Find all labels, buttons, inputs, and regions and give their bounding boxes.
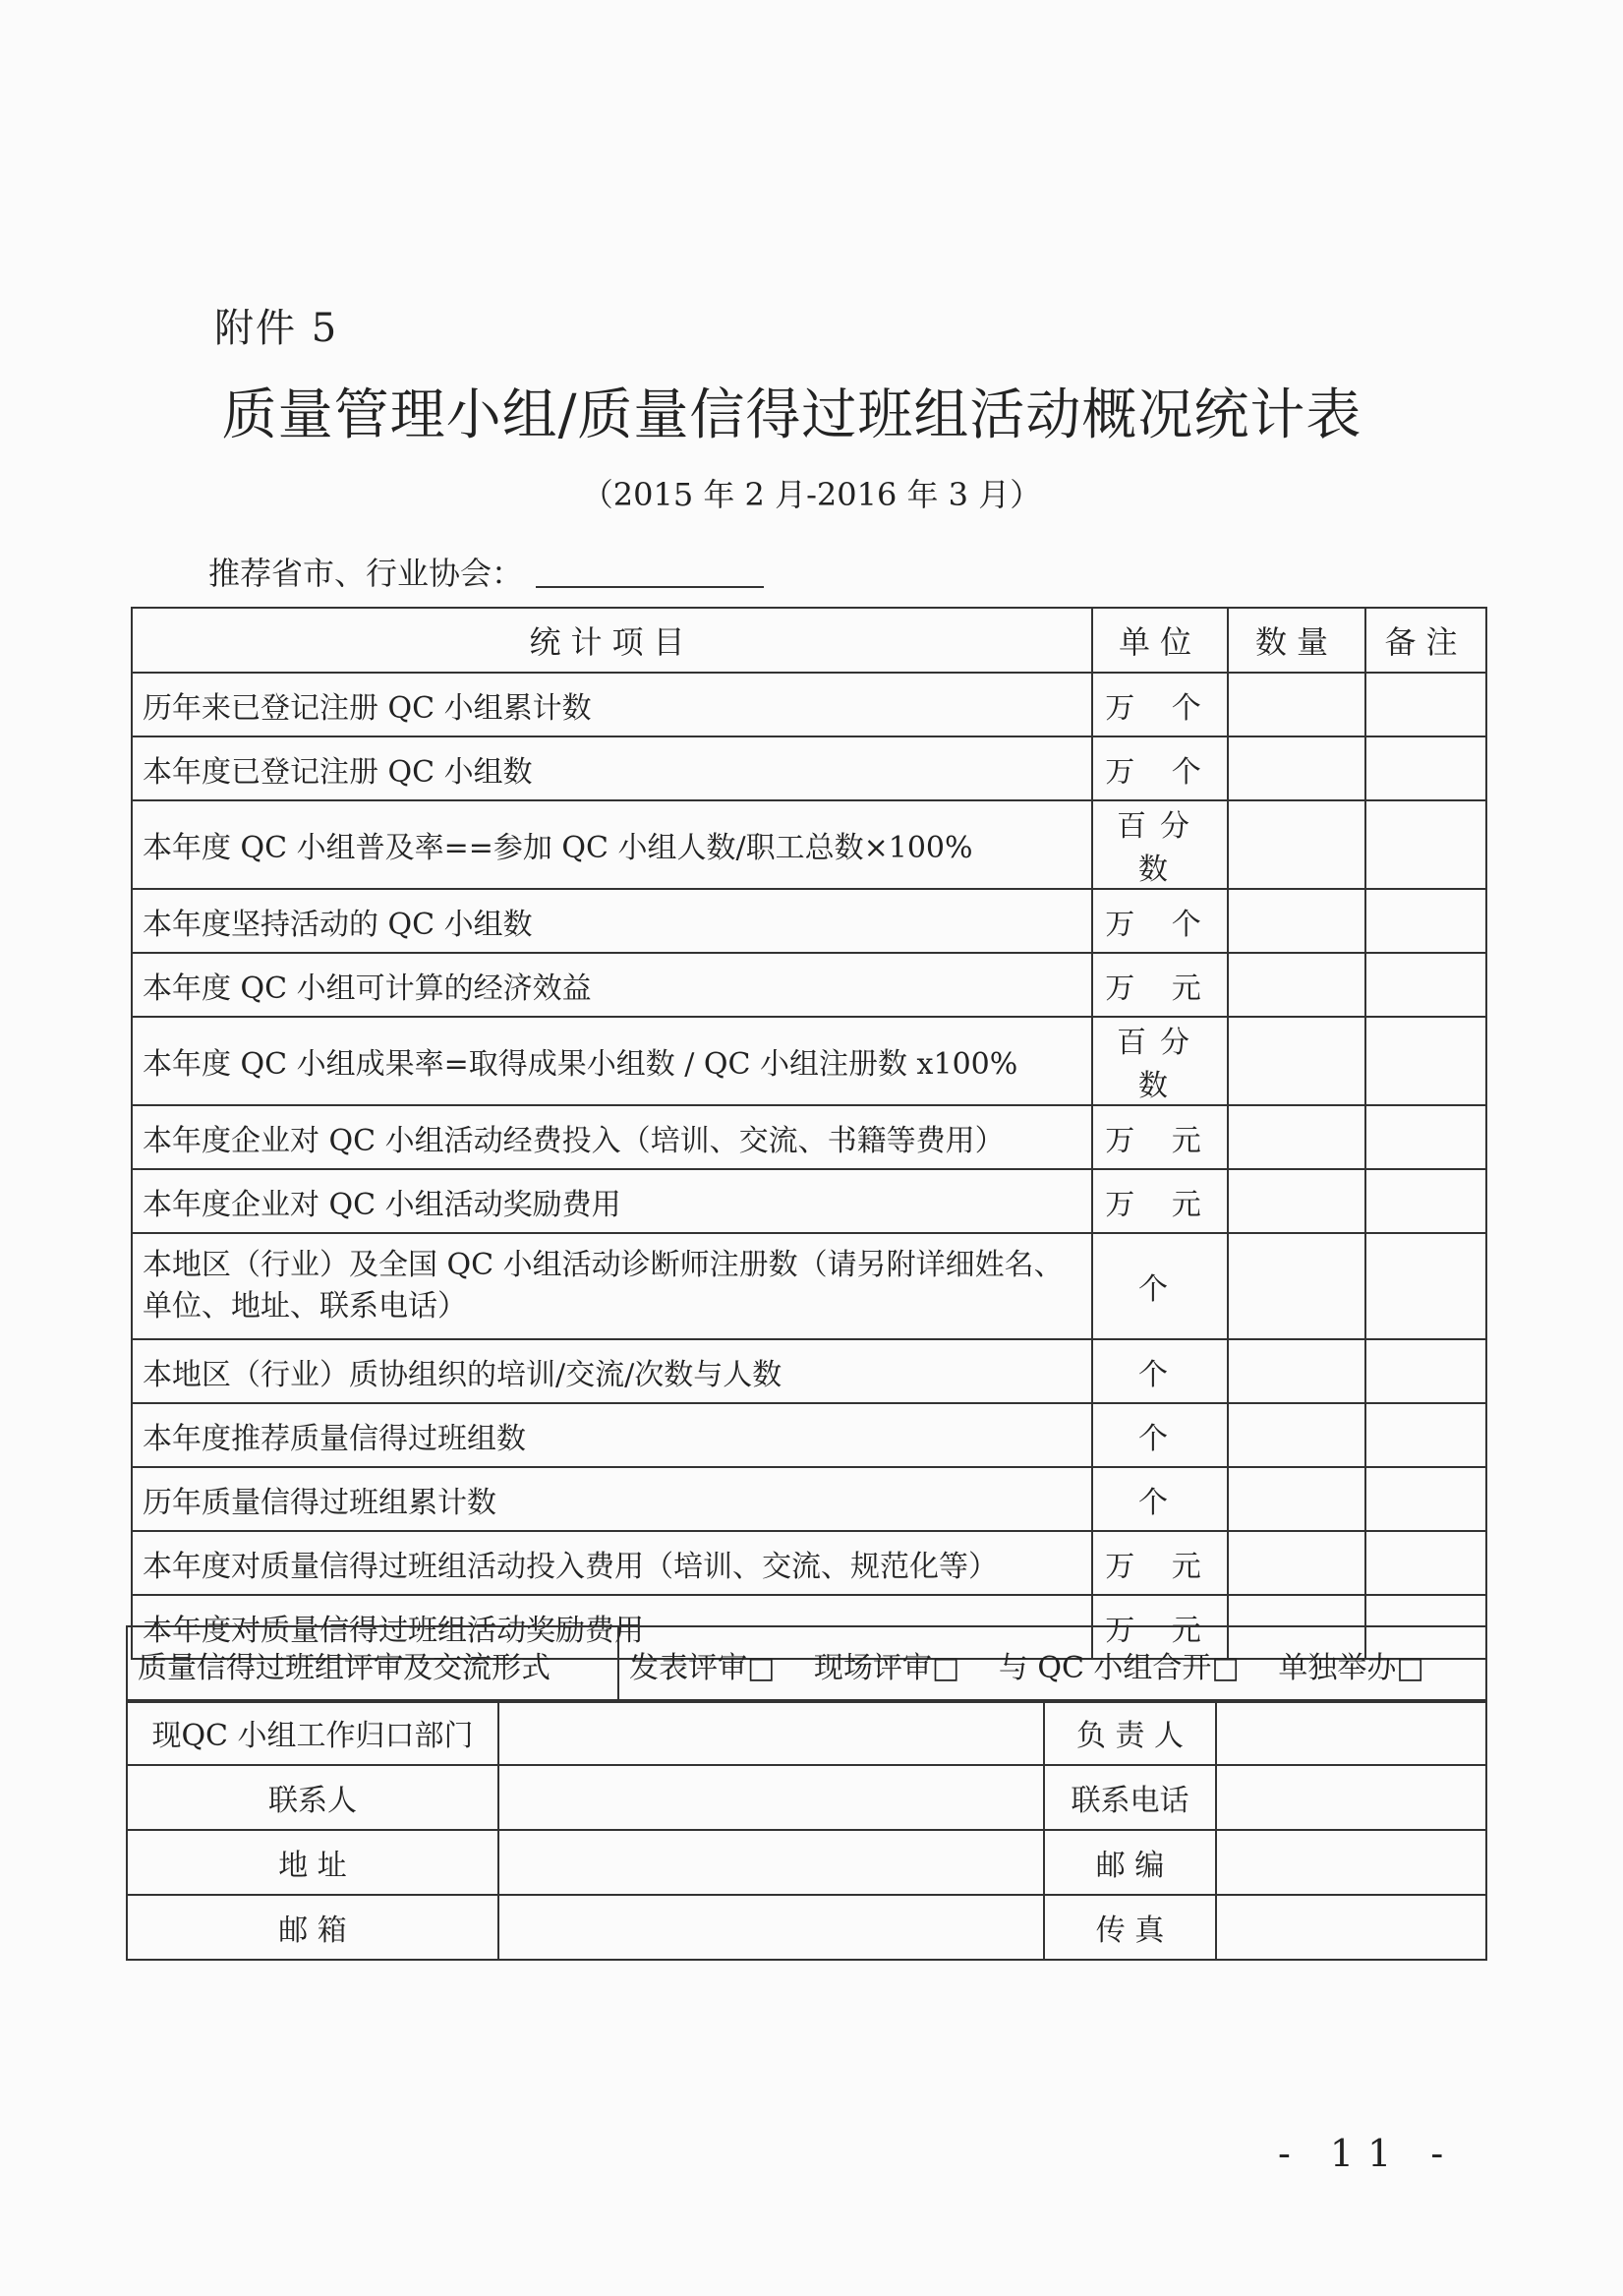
table-row [132, 673, 1486, 736]
address-field[interactable] [498, 1830, 1044, 1895]
row-unit: 万 元 [1092, 1105, 1228, 1169]
table-row [132, 1017, 1486, 1105]
evaluation-table [126, 1625, 1487, 1703]
row-unit: 万 个 [1092, 736, 1228, 800]
option-separate-checkbox[interactable]: 单独举办□ [1278, 1650, 1424, 1685]
dept-field[interactable] [498, 1700, 1044, 1765]
statistics-table [131, 607, 1487, 1660]
table-row [132, 953, 1486, 1017]
contact-row [127, 1765, 1486, 1830]
quantity-cell[interactable] [1228, 736, 1365, 800]
contact-person-field[interactable] [498, 1765, 1044, 1830]
header-item: 统计项目 [132, 608, 1092, 673]
header-quantity: 数量 [1228, 608, 1365, 673]
evaluation-options [618, 1626, 1486, 1702]
row-unit: 个 [1092, 1233, 1228, 1339]
quantity-cell[interactable] [1228, 1017, 1365, 1105]
option-onsite-checkbox[interactable]: 现场评审□ [813, 1650, 960, 1685]
remark-cell[interactable] [1365, 673, 1486, 736]
remark-cell[interactable] [1365, 736, 1486, 800]
row-item: 本年度 QC 小组成果率=取得成果小组数 / QC 小组注册数 x100% [132, 1017, 1092, 1105]
postcode-label: 邮 编 [1044, 1830, 1216, 1895]
quantity-cell[interactable] [1228, 1233, 1365, 1339]
row-item: 本年度已登记注册 QC 小组数 [132, 736, 1092, 800]
evaluation-label: 质量信得过班组评审及交流形式 [127, 1626, 618, 1702]
row-item: 本年度企业对 QC 小组活动奖励费用 [132, 1169, 1092, 1233]
dept-label: 现QC 小组工作归口部门 [127, 1700, 498, 1765]
row-item: 本年度 QC 小组可计算的经济效益 [132, 953, 1092, 1017]
postcode-field[interactable] [1216, 1830, 1486, 1895]
quantity-cell[interactable] [1228, 953, 1365, 1017]
table-row [132, 1105, 1486, 1169]
table-row [132, 1403, 1486, 1467]
table-row [132, 1233, 1486, 1339]
attachment-label: 附件 5 [214, 306, 339, 351]
row-item: 本年度对质量信得过班组活动投入费用（培训、交流、规范化等） [132, 1531, 1092, 1595]
row-unit: 百分数 [1092, 1017, 1228, 1105]
fax-field[interactable] [1216, 1895, 1486, 1960]
row-unit: 万 元 [1092, 953, 1228, 1017]
page-number: - 11 - [1278, 2132, 1458, 2175]
header-unit: 单位 [1092, 608, 1228, 673]
quantity-cell[interactable] [1228, 889, 1365, 953]
table-row [132, 736, 1486, 800]
header-remark: 备注 [1365, 608, 1486, 673]
contact-row [127, 1895, 1486, 1960]
contact-row [127, 1700, 1486, 1765]
contact-table [126, 1699, 1487, 1961]
quantity-cell[interactable] [1228, 1169, 1365, 1233]
table-row [132, 1467, 1486, 1531]
page-title [0, 372, 1623, 450]
table-row [132, 1531, 1486, 1595]
remark-cell[interactable] [1365, 1403, 1486, 1467]
row-unit: 万 元 [1092, 1595, 1228, 1659]
row-item: 历年来已登记注册 QC 小组累计数 [132, 673, 1092, 736]
remark-cell[interactable] [1365, 1467, 1486, 1531]
table-row [132, 1339, 1486, 1403]
row-item: 本地区（行业）及全国 QC 小组活动诊断师注册数（请另附详细姓名、单位、地址、联系电话） [132, 1233, 1092, 1339]
row-unit: 万 个 [1092, 889, 1228, 953]
quantity-cell[interactable] [1228, 1531, 1365, 1595]
option-joint-qc-checkbox[interactable]: 与 QC 小组合开□ [998, 1650, 1240, 1685]
remark-cell[interactable] [1365, 800, 1486, 889]
row-item: 本年度 QC 小组普及率==参加 QC 小组人数/职工总数×100% [132, 800, 1092, 889]
row-unit: 万 元 [1092, 1169, 1228, 1233]
row-unit: 万 个 [1092, 673, 1228, 736]
person-in-charge-field[interactable] [1216, 1700, 1486, 1765]
quantity-cell[interactable] [1228, 800, 1365, 889]
remark-cell[interactable] [1365, 1339, 1486, 1403]
row-item: 历年质量信得过班组累计数 [132, 1467, 1092, 1531]
phone-label: 联系电话 [1044, 1765, 1216, 1830]
remark-cell[interactable] [1365, 1017, 1486, 1105]
table-row [132, 1169, 1486, 1233]
row-unit: 百分数 [1092, 800, 1228, 889]
table-row [132, 800, 1486, 889]
fax-label: 传 真 [1044, 1895, 1216, 1960]
remark-cell[interactable] [1365, 889, 1486, 953]
row-unit: 个 [1092, 1467, 1228, 1531]
address-label: 地 址 [127, 1830, 498, 1895]
quantity-cell[interactable] [1228, 1339, 1365, 1403]
row-unit: 万 元 [1092, 1531, 1228, 1595]
period-subtitle: （2015 年 2 月-2016 年 3 月） [581, 476, 1042, 513]
evaluation-row [127, 1626, 1486, 1702]
row-item: 本年度坚持活动的 QC 小组数 [132, 889, 1092, 953]
email-label: 邮 箱 [127, 1895, 498, 1960]
row-item: 本年度企业对 QC 小组活动经费投入（培训、交流、书籍等费用） [132, 1105, 1092, 1169]
email-field[interactable] [498, 1895, 1044, 1960]
person-in-charge-label: 负 责 人 [1044, 1700, 1216, 1765]
remark-cell[interactable] [1365, 1105, 1486, 1169]
row-unit: 个 [1092, 1339, 1228, 1403]
remark-cell[interactable] [1365, 1169, 1486, 1233]
remark-cell[interactable] [1365, 1233, 1486, 1339]
option-presentation-checkbox[interactable]: 发表评审□ [629, 1650, 776, 1685]
table-header-row [132, 608, 1486, 673]
quantity-cell[interactable] [1228, 1467, 1365, 1531]
quantity-cell[interactable] [1228, 1403, 1365, 1467]
row-unit: 个 [1092, 1403, 1228, 1467]
table-row [132, 889, 1486, 953]
quantity-cell[interactable] [1228, 673, 1365, 736]
quantity-cell[interactable] [1228, 1105, 1365, 1169]
remark-cell[interactable] [1365, 953, 1486, 1017]
row-item: 本地区（行业）质协组织的培训/交流/次数与人数 [132, 1339, 1092, 1403]
phone-field[interactable] [1216, 1765, 1486, 1830]
contact-person-label: 联系人 [127, 1765, 498, 1830]
recommend-label: 推荐省市、行业协会： [208, 555, 524, 592]
contact-row [127, 1830, 1486, 1895]
title-text: 质量管理小组/质量信得过班组活动概况统计表 [221, 383, 1362, 447]
row-item: 本年度推荐质量信得过班组数 [132, 1403, 1092, 1467]
recommend-input-line[interactable] [536, 586, 764, 588]
row-item: 本年度对质量信得过班组活动奖励费用 [132, 1595, 1092, 1659]
remark-cell[interactable] [1365, 1531, 1486, 1595]
